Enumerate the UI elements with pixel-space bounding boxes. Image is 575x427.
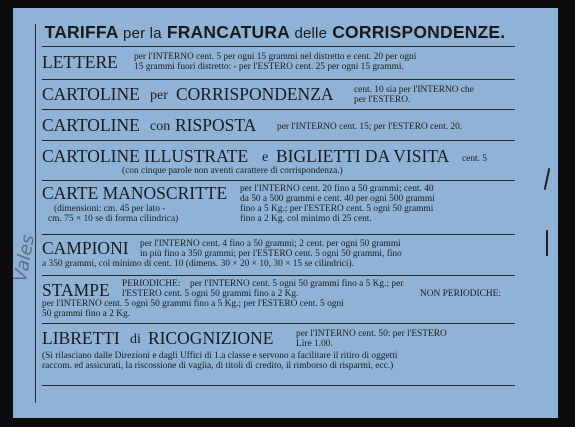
section-subheading: NON PERIODICHE:: [420, 289, 501, 299]
section-text: per l'INTERNO cent. 20 fino a 50 grammi; cent. 40: [240, 184, 434, 194]
pencil-annotation: Vales: [10, 233, 39, 284]
section-manoscritte: [42, 181, 515, 233]
section-note: cm. 75 × 10 se di forma cilindrica): [48, 214, 179, 224]
section-heading-connector: per: [150, 88, 168, 103]
divider: [42, 385, 515, 386]
section-heading: RICOGNIZIONE: [148, 328, 274, 348]
title-word: CORRISPONDENZE.: [332, 22, 506, 42]
title-word: TARIFFA: [44, 22, 118, 42]
section-heading: CARTOLINE ILLUSTRATE: [42, 146, 249, 166]
section-heading: BIGLIETTI DA VISITA: [276, 146, 450, 166]
section-heading: CARTE MANOSCRITTE: [42, 183, 228, 203]
section-text: a 350 grammi, col minimo di cent. 10 (dimens. 30 × 20 × 10, 30 × 15 se cilindrici).: [42, 259, 354, 269]
section-heading: CAMPIONI: [42, 238, 129, 258]
page-title: [35, 22, 515, 43]
section-illustrate: [42, 141, 515, 179]
section-text: 50 grammi fino a 2 Kg.: [42, 309, 131, 319]
staple-mark: [546, 230, 548, 256]
section-stampe: [42, 276, 515, 322]
section-text: l'ESTERO cent. 5 ogni 50 grammi fino a 2 Kg.: [122, 289, 299, 299]
staple-mark: [544, 168, 551, 190]
section-text: fino a 5 Kg.; per l'ESTERO cent. 5 ogni 50 grammi: [240, 204, 434, 214]
section-heading: STAMPE: [42, 280, 110, 300]
booklet-cover: [13, 8, 558, 418]
section-text: per l'INTERNO cent. 5 per ogni 15 grammi nel distretto e cent. 20 per ogni: [134, 52, 417, 62]
section-note: (con cinque parole non aventi carattere di corrispondenza.): [122, 166, 343, 176]
section-libretti: [42, 324, 515, 384]
section-heading: RISPOSTA: [175, 115, 257, 135]
section-text: per l'INTERNO cent. 4 fino a 50 grammi; 2 cent. per ogni 50 grammi: [140, 239, 401, 249]
section-lettere: [42, 48, 515, 78]
section-text: fino a 2 Kg. col minimo di 25 cent.: [240, 214, 372, 224]
section-text: per l'INTERNO cent. 15; per l'ESTERO cent. 20.: [277, 122, 463, 132]
section-note: (dimensioni: cm. 45 per lato -: [54, 204, 166, 214]
section-heading: LETTERE: [42, 52, 118, 72]
section-heading: CARTOLINE: [42, 115, 140, 135]
section-text: 15 grammi fuori distretto: - per l'ESTERO cent. 25 per ogni 15 grammi.: [134, 62, 404, 72]
section-text: per l'INTERNO cent. 5 ogni 50 grammi fino a 5 Kg.; per l'ESTERO cent. 5 ogni: [42, 299, 344, 309]
title-word: FRANCATURA: [166, 22, 290, 42]
section-cartoline: [42, 80, 515, 107]
section-heading-connector: con: [150, 119, 171, 134]
section-heading-connector: e: [262, 150, 269, 165]
section-heading: CORRISPONDENZA: [176, 84, 334, 104]
section-campioni: [42, 235, 515, 273]
section-risposta: [42, 110, 515, 138]
section-text: Lire 1.00.: [296, 339, 333, 349]
section-note: raccom. ed assicurati, la riscossione di vaglia, di titoli di credito, il rimborso di risparmi, ecc.): [42, 361, 394, 371]
title-word: delle: [294, 25, 328, 42]
divider: [42, 46, 515, 47]
title-word: per la: [123, 25, 162, 42]
section-heading: CARTOLINE: [42, 84, 140, 104]
section-note: (Si rilasciano dalle Direzioni e dagli Uffici di 1.a classe e servono a facilitare il ritiro di oggetti: [42, 351, 398, 361]
section-text: cent. 10 sia per l'INTERNO che: [354, 85, 474, 95]
section-text: in più fino a 350 grammi; per l'ESTERO cent. 5 ogni 50 grammi, fino: [140, 249, 402, 259]
section-heading-connector: di: [130, 332, 141, 347]
section-text: da 50 a 500 grammi e cent. 40 per ogni 500 grammi: [240, 194, 435, 204]
section-text: per l'ESTERO.: [354, 95, 411, 105]
section-text: per l'INTERNO cent. 5 ogni 50 grammi fino a 5 Kg.; per: [190, 279, 404, 289]
section-subheading: PERIODICHE:: [122, 279, 181, 289]
section-heading: LIBRETTI: [42, 328, 120, 348]
section-text: per l'INTERNO cent. 50: per l'ESTERO: [296, 329, 447, 339]
section-text: cent. 5: [462, 154, 487, 164]
